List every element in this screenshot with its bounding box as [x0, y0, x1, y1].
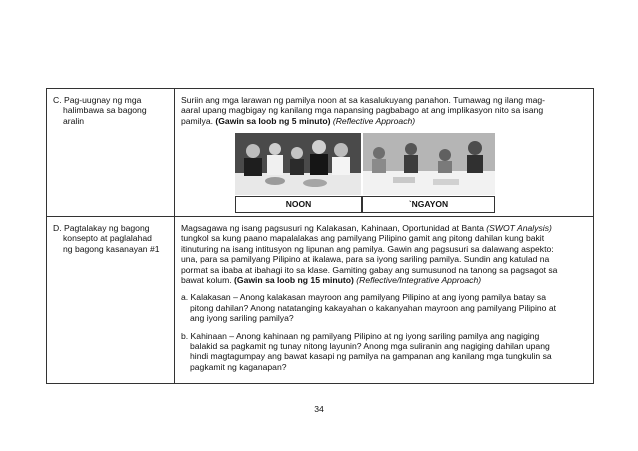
- spacer: [181, 324, 587, 331]
- row-label-cell: [47, 89, 175, 216]
- label-line: C. Pag-uugnay ng mga: [53, 95, 142, 105]
- text-line: [181, 223, 587, 233]
- text-line: b. Kahinaan – Anong kahinaan ng pamilyang Pilipino at ng iyong sariling pamilya ang nagiging: [181, 330, 540, 341]
- text-line: hindi magtagumpay ang bawat kasapi ng pamilya na gampanan ang kanilang mga tungkulin sa: [190, 351, 552, 362]
- row-content-text: [175, 217, 593, 372]
- text-plain: bawat kolum.: [181, 275, 235, 286]
- text-line: Suriin ang mga larawan ng pamilya noon at sa kasalukuyang panahon. Tumawag ng ilang mag-: [181, 95, 546, 105]
- label-line: ng bagong kasanayan #1: [63, 243, 160, 254]
- text-line: [181, 116, 587, 126]
- caption-noon: NOON: [235, 196, 362, 213]
- table-row: [47, 217, 593, 383]
- text-plain: pamilya.: [181, 115, 216, 126]
- text-line: pormat sa ibaba at ibahagi ito sa klase. Gamiting gabay ang sumusunod na tanong sa pagsagot sa: [181, 264, 558, 275]
- label-line: aralin: [63, 115, 85, 126]
- text-line: itinuturing na isang intitusyon ng lipunan ang pamilya. Gawin ang pagsusuri sa dalawang aspekto:: [181, 243, 554, 254]
- caption-ngayon: `NGAYON: [362, 196, 495, 213]
- text-line: ang iyong sariling pamilya?: [190, 313, 294, 324]
- row-content-cell: [175, 217, 593, 383]
- text-italic: (Reflective/Integrative Approach): [353, 275, 482, 286]
- photo-family-present-image: [363, 133, 495, 195]
- text-line: aaral upang magbigay ng kanilang mga napansing pagbabago at ang implikasyon nito sa isang: [181, 105, 544, 116]
- item-b: [181, 331, 587, 373]
- row-label-cell: [47, 217, 175, 383]
- photo-family-past: [235, 133, 361, 195]
- text-line: tungkol sa kung paano mapalalakas ang pamilyang Pilipino gamit ang pitong dahilan kung bakit: [181, 233, 545, 244]
- label-line: konsepto at paglalahad: [63, 233, 152, 244]
- text-line: pitong dahilan? Anong natatanging kakayahan o kakanyahan mayroon ang pamilyang Pilipino at: [190, 302, 556, 313]
- label-line: halimbawa sa bagong: [63, 105, 147, 116]
- photo-family-past-image: [235, 133, 361, 195]
- text-plain: Magsagawa ng isang pagsusuri ng Kalakasan, Kahinaan, Oportunidad at Banta: [181, 223, 487, 233]
- text-line: una, para sa pamilyang Pilipino at ikalawa, para sa iyong sariling pamilya. Sundin ang katulad na: [181, 254, 550, 265]
- item-a: [181, 292, 587, 323]
- family-photos: [235, 133, 495, 213]
- spacer: [181, 285, 587, 292]
- text-line: a. Kalakasan – Anong kalakasan mayroon ang pamilyang Pilipino at ang iyong pamilya batay sa: [181, 292, 546, 303]
- text-italic: (Reflective Approach): [330, 115, 416, 126]
- page-number: 34: [314, 404, 324, 414]
- row-content-cell: [175, 89, 593, 216]
- text-bold: (Gawin sa loob ng 5 minuto): [215, 115, 331, 126]
- text-line: [181, 275, 587, 285]
- row-label: [47, 217, 174, 254]
- table-row: [47, 89, 593, 217]
- label-line: D. Pagtalakay ng bagong: [53, 223, 150, 233]
- text-line: pagkamit ng kaganapan?: [190, 361, 287, 372]
- row-content-text: [175, 89, 593, 126]
- row-label: [47, 89, 174, 126]
- text-bold: (Gawin sa loob ng 15 minuto): [234, 275, 354, 286]
- text-line: balakid sa pagkamit ng tunay nitong layunin? Anong mga suliranin ang nagiging dahilan upang: [190, 341, 550, 352]
- lesson-table: [46, 88, 594, 384]
- text-italic: (SWOT Analysis): [486, 223, 552, 233]
- photo-family-present: [363, 133, 495, 195]
